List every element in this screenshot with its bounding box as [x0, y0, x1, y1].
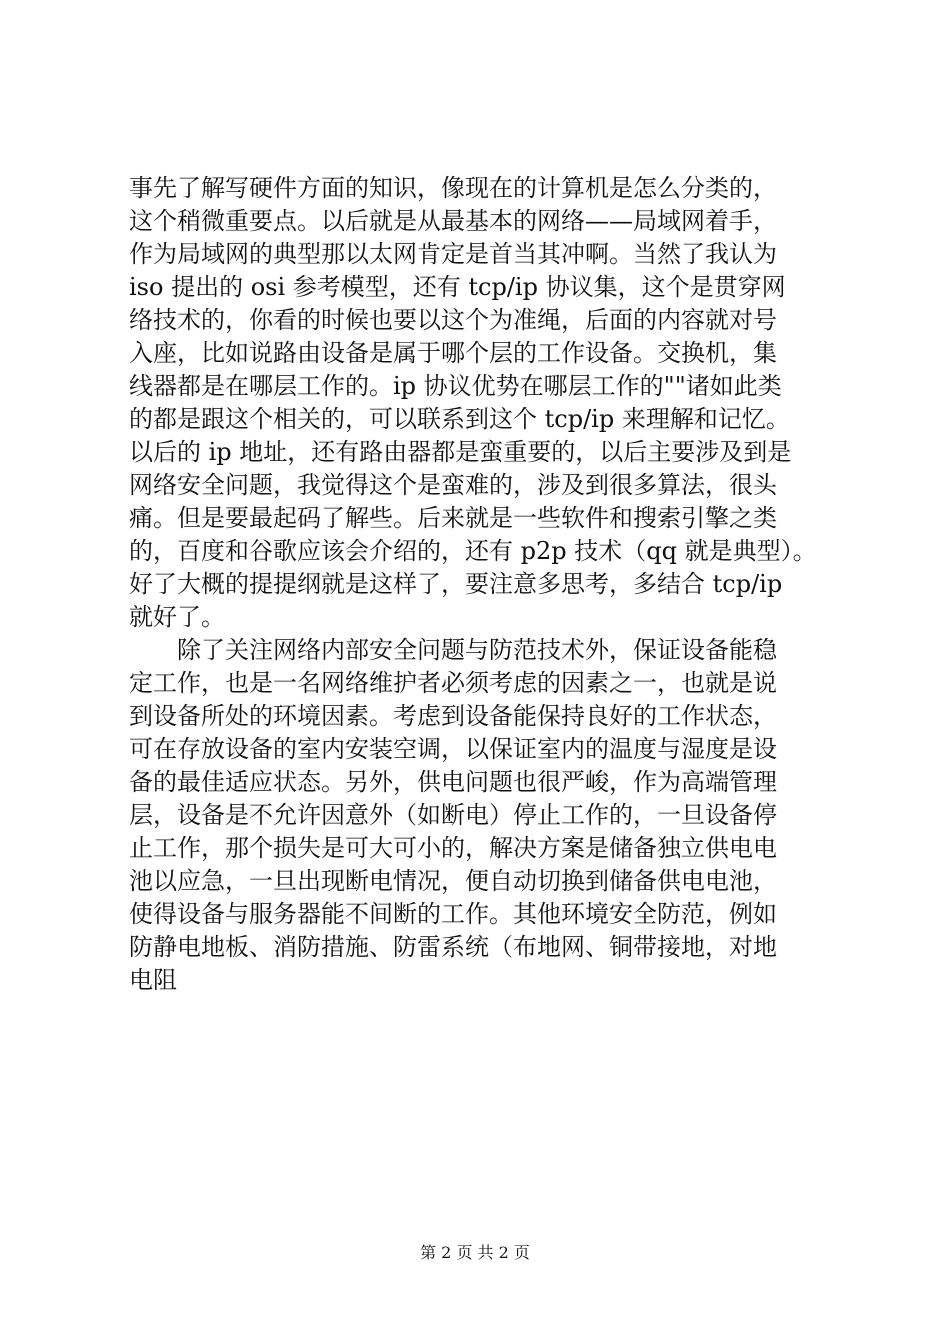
- text-line: 备的最佳适应状态。另外，供电问题也很严峻，作为高端管理: [129, 768, 777, 796]
- text-line: iso 提出的 osi 参考模型，还有 tcp/ip 协议集，这个是贯穿网: [129, 273, 786, 301]
- text-line: 止工作，那个损失是可大可小的，解决方案是储备独立供电电: [129, 834, 777, 862]
- text-line: 网络安全问题，我觉得这个是蛮难的，涉及到很多算法，很头: [129, 471, 777, 499]
- text-line: 到设备所处的环境因素。考虑到设备能保持良好的工作状态，: [129, 702, 777, 730]
- text-line: 事先了解写硬件方面的知识，像现在的计算机是怎么分类的，: [129, 174, 777, 202]
- text-line: 以后的 ip 地址，还有路由器都是蛮重要的，以后主要涉及到是: [129, 438, 792, 466]
- text-line: 的都是跟这个相关的，可以联系到这个 tcp/ip 来理解和记忆。: [129, 405, 790, 433]
- body-text: [129, 172, 849, 997]
- text-line: 入座，比如说路由设备是属于哪个层的工作设备。交换机，集: [129, 339, 777, 367]
- text-line: 防静电地板、消防措施、防雷系统（布地网、铜带接地，对地: [129, 933, 777, 961]
- text-line: 就好了。: [129, 603, 225, 631]
- text-line: 电阻: [129, 966, 177, 994]
- text-line: 定工作，也是一名网络维护者必须考虑的因素之一，也就是说: [129, 669, 777, 697]
- page-footer: [0, 1242, 950, 1264]
- text-line: 好了大概的提提纲就是这样了，要注意多思考，多结合 tcp/ip: [129, 570, 783, 598]
- text-line: 除了关注网络内部安全问题与防范技术外，保证设备能稳: [129, 636, 777, 664]
- text-line: 池以应急，一旦出现断电情况，便自动切换到储备供电电池，: [129, 867, 777, 895]
- text-line: 这个稍微重要点。以后就是从最基本的网络——局域网着手，: [129, 207, 777, 235]
- text-line: 使得设备与服务器能不间断的工作。其他环境安全防范，例如: [129, 900, 777, 928]
- text-line: 线器都是在哪层工作的。ip 协议优势在哪层工作的""诸如此类: [129, 372, 782, 400]
- text-line: 作为局域网的典型那以太网肯定是首当其冲啊。当然了我认为: [129, 240, 777, 268]
- text-line: 痛。但是要最起码了解些。后来就是一些软件和搜索引擎之类: [129, 504, 777, 532]
- text-line: 可在存放设备的室内安装空调，以保证室内的温度与湿度是设: [129, 735, 777, 763]
- text-line: 络技术的，你看的时候也要以这个为准绳，后面的内容就对号: [129, 306, 777, 334]
- page-number-label: 第 2 页 共 2 页: [420, 1243, 530, 1262]
- text-line: 的，百度和谷歌应该会介绍的，还有 p2p 技术（qq 就是典型）。: [129, 537, 817, 565]
- text-line: 层，设备是不允许因意外（如断电）停止工作的，一旦设备停: [129, 801, 777, 829]
